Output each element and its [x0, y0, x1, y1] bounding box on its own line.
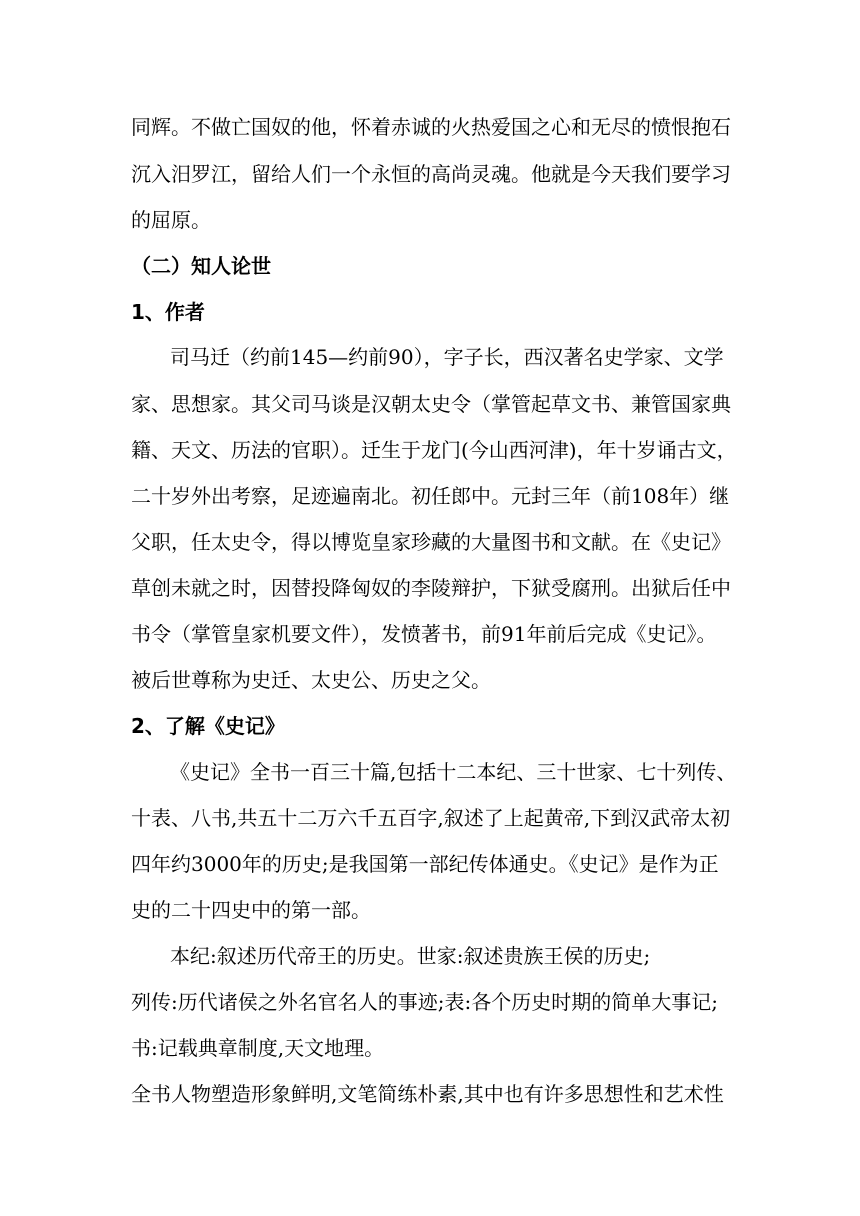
closing-line: 全书人物塑造形象鲜明,文笔简练朴素,其中也有许多思想性和艺术性 [131, 1082, 724, 1106]
author-paragraph-line: 二十岁外出考察，足迹遍南北。初任郎中。元封三年（前108年）继 [131, 484, 730, 508]
shiji-heading: 2、了解《史记》 [131, 714, 285, 738]
author-paragraph-line: 被后世尊称为史迁、太史公、历史之父。 [131, 668, 491, 692]
author-paragraph-line: 籍、天文、历法的官职）。迁生于龙门(今山西河津)，年十岁诵古文， [131, 438, 737, 462]
shiji-paragraph-line: 《史记》全书一百三十篇,包括十二本纪、三十世家、七十列传、 [170, 760, 737, 784]
author-paragraph-line: 书令（掌管皇家机要文件），发愤著书，前91年前后完成《史记》。 [131, 622, 717, 646]
shiji-paragraph-line: 史的二十四史中的第一部。 [131, 898, 371, 922]
author-paragraph-line: 父职，任太史令，得以博览皇家珍藏的大量图书和文献。在《史记》 [131, 530, 731, 554]
section-heading: （二）知人论世 [131, 254, 271, 278]
category-line: 本纪:叙述历代帝王的历史。世家:叙述贵族王侯的历史; [170, 944, 651, 968]
author-heading: 1、作者 [131, 300, 205, 324]
category-line: 列传:历代诸侯之外名官名人的事迹;表:各个历史时期的简单大事记; [131, 990, 718, 1014]
author-paragraph-line: 司马迁（约前145—约前90），字子长，西汉著名史学家、文学 [170, 345, 724, 369]
paragraph-line: 同辉。不做亡国奴的他，怀着赤诚的火热爱国之心和无尽的愤恨抱石 [131, 115, 731, 139]
shiji-paragraph-line: 十表、八书,共五十二万六千五百字,叙述了上起黄帝,下到汉武帝太初 [131, 806, 731, 830]
category-line: 书:记载典章制度,天文地理。 [131, 1036, 385, 1060]
shiji-paragraph-line: 四年约3000年的历史;是我国第一部纪传体通史。《史记》是作为正 [131, 852, 719, 876]
paragraph-line: 沉入汨罗江，留给人们一个永恒的高尚灵魂。他就是今天我们要学习 [131, 162, 731, 186]
author-paragraph-line: 家、思想家。其父司马谈是汉朝太史令（掌管起草文书、兼管国家典 [131, 392, 731, 416]
paragraph-line: 的屈原。 [131, 208, 211, 232]
author-paragraph-line: 草创未就之时，因替投降匈奴的李陵辩护，下狱受腐刑。出狱后任中 [131, 576, 731, 600]
